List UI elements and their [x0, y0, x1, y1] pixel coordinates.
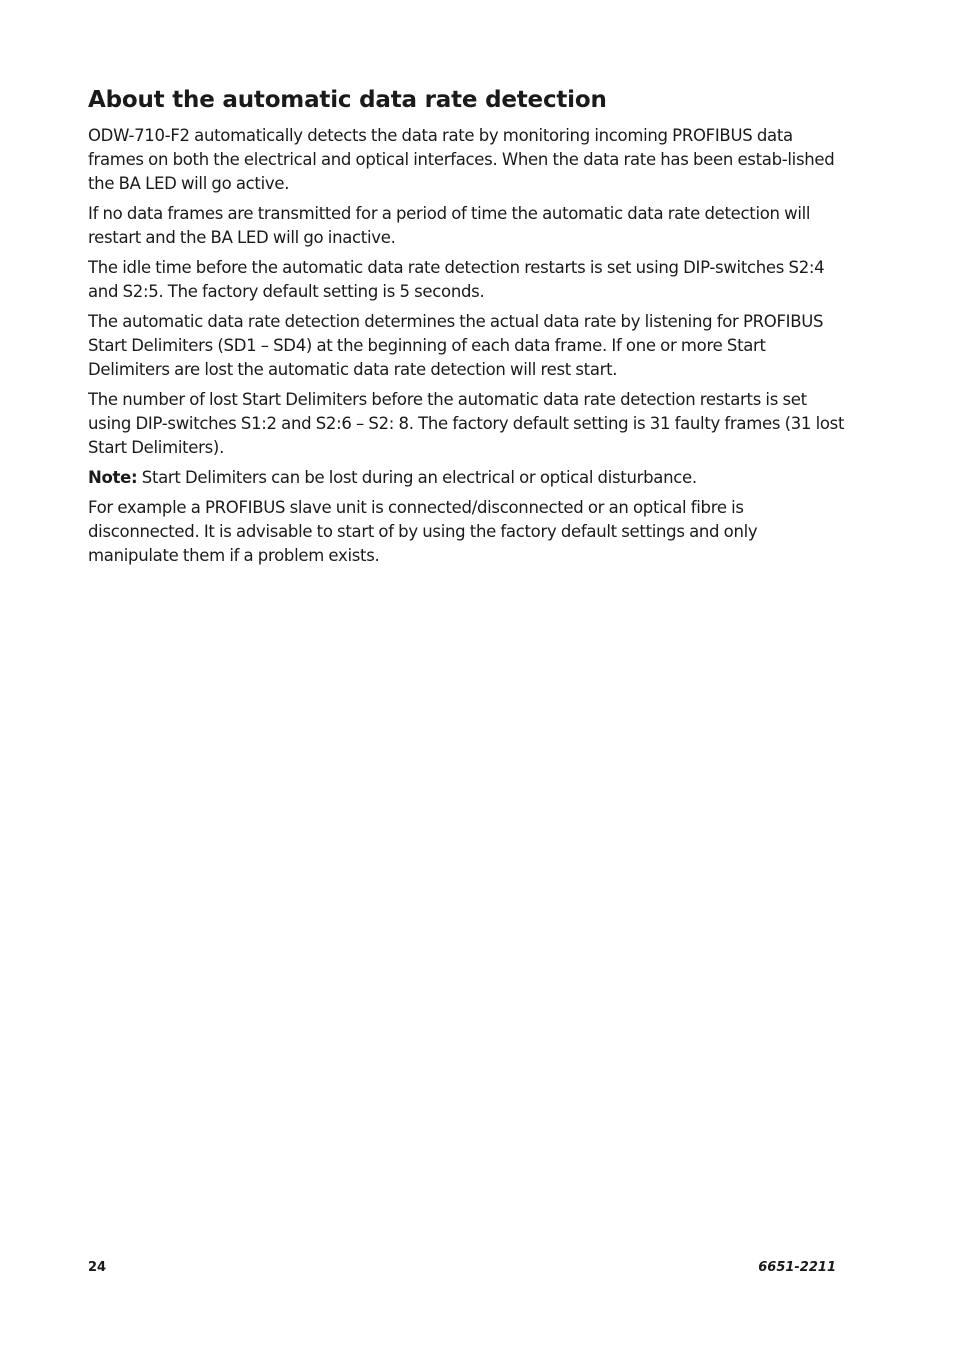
paragraph-restart: If no data frames are transmitted for a period of time the automatic data rate detection will restart and the BA LED will go inactive. [88, 204, 811, 247]
note-text: Start Delimiters can be lost during an electrical or optical disturbance. [137, 468, 697, 487]
page-content [88, 84, 848, 574]
page-number: 24 [88, 1260, 107, 1275]
note-label: Note: [88, 468, 138, 487]
paragraph-example: For example a PROFIBUS slave unit is connected/disconnected or an optical fibre is disconnected. It is advisable to start of by using the factory default settings and only manipulate them if a problem exists. [88, 498, 758, 565]
section-heading: About the automatic data rate detection [88, 87, 607, 113]
paragraph-idle-time: The idle time before the automatic data rate detection restarts is set using DIP-switches S2:4 and S2:5. The factory default setting is 5 seconds. [88, 258, 825, 301]
document-number: 6651-2211 [758, 1260, 836, 1275]
note-paragraph [88, 466, 848, 490]
paragraph-lost-delimiters: The number of lost Start Delimiters before the automatic data rate detection restarts is set using DIP-switches S1:2 and S2:6 – S2: 8. The factory default setting is 31 faulty frames (31 lost Start Delimiters). [88, 390, 845, 457]
paragraph-start-delimiters: The automatic data rate detection determines the actual data rate by listening for PROFIBUS Start Delimiters (SD1 – SD4) at the beginning of each data frame. If one or more Start Delimiters are lost the automatic data rate detection will rest start. [88, 312, 824, 379]
paragraph-data-rate-detection: ODW-710-F2 automatically detects the data rate by monitoring incoming PROFIBUS data frames on both the electrical and optical interfaces. When the data rate has been estab-lished the BA LED will go active. [88, 126, 835, 193]
